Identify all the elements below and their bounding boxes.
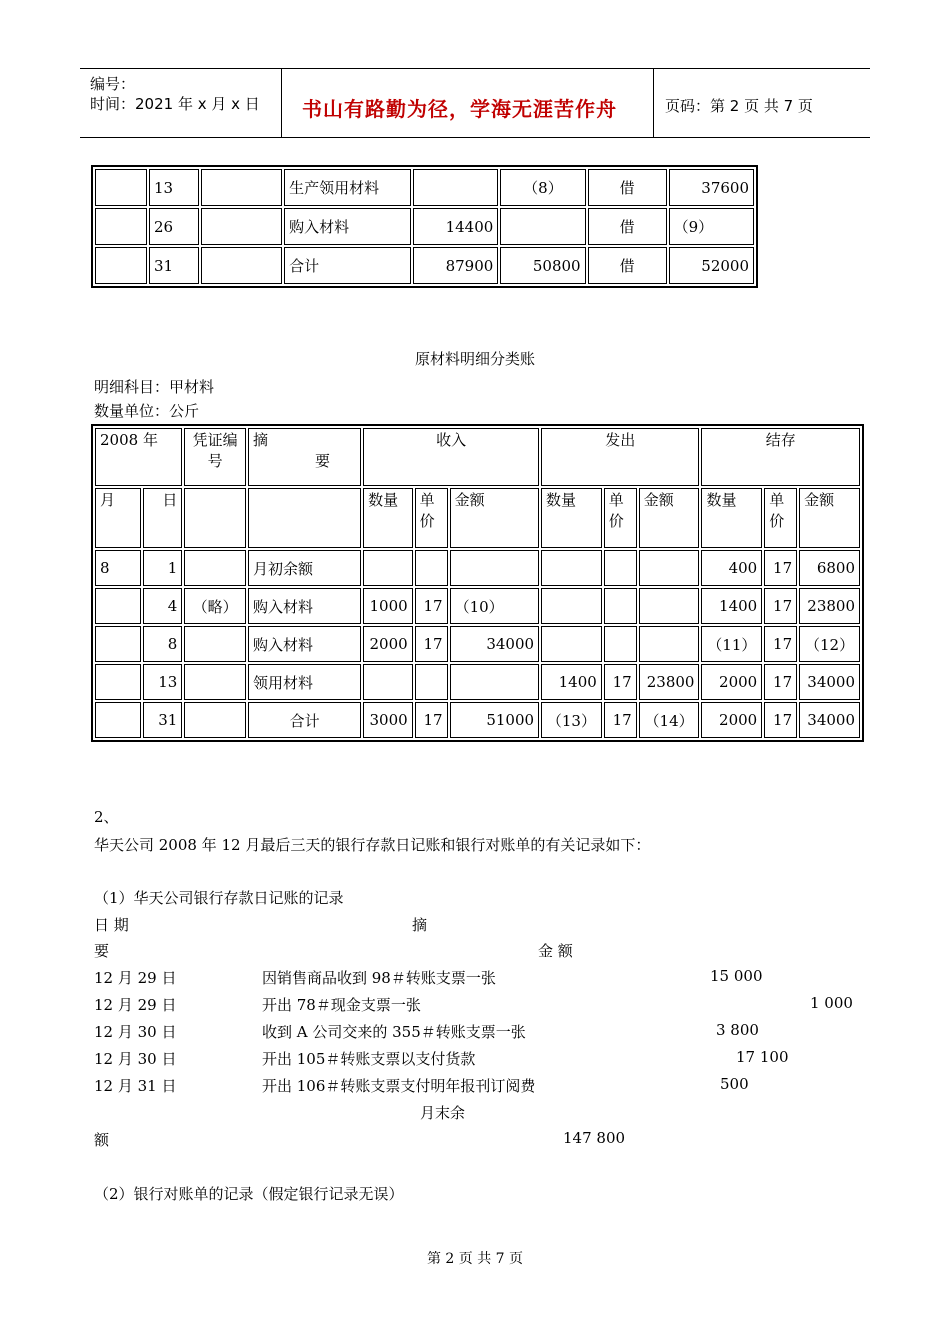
table-header-row [95,428,860,486]
ledger-unit: 数量单位：公斤 [94,402,200,420]
entry-description: 开出 78＃现金支票一张 [262,996,421,1014]
page-header [80,68,870,138]
year-header-text: 2008 年 [100,431,158,449]
table-row [95,208,754,245]
balance-qty-cell: （11） [701,626,762,662]
entry-amount: 3 800 [716,1021,759,1039]
column-summary-label: 摘 [412,916,428,934]
balance-qty-cell: 1400 [701,588,762,624]
year-header [95,428,182,486]
credit-cell: （8） [500,169,585,206]
summary-cell: 购入材料 [248,626,361,662]
day-cell: 13 [143,664,182,700]
issue-price-cell [604,550,637,586]
time-label: 时间：2021 年 x 月 x 日 [90,95,260,113]
material-ledger-table [91,424,864,742]
income-amount-cell: （10） [450,588,539,624]
table-cell [95,169,147,206]
issue-qty-cell: （13） [541,702,602,738]
debit-cell: 87900 [413,247,498,284]
entry-amount: 17 100 [736,1048,789,1066]
summary-header-a: 摘 [253,431,269,449]
motto: 书山有路勤为径，学海无涯苦作舟 [302,97,617,121]
table-row [95,169,754,206]
entry-date: 12 月 29 日 [94,969,177,987]
day-cell: 1 [143,550,182,586]
issue-qty-cell [541,588,602,624]
summary-cell: 月初余额 [248,550,361,586]
price-header: 单价 [604,488,637,548]
issue-price-cell: 17 [604,702,637,738]
balance-amount-cell: 34000 [799,702,860,738]
balance-price-cell: 17 [764,588,797,624]
question-number: 2、 [94,808,119,826]
income-price-cell: 17 [415,702,448,738]
entry-date: 12 月 30 日 [94,1050,177,1068]
month-end-label: 月末余 [420,1104,466,1122]
summary-cell: 购入材料 [284,208,411,245]
balance-amount-cell: 34000 [799,664,860,700]
income-price-cell: 17 [415,588,448,624]
table-row [95,664,860,700]
voucher-cell [201,247,282,284]
qty-header: 数量 [541,488,602,548]
income-qty-cell: 2000 [363,626,413,662]
summary-cell: 生产领用材料 [284,169,411,206]
table-row [95,588,860,624]
income-qty-cell: 1000 [363,588,413,624]
balance-price-cell: 17 [764,626,797,662]
voucher-header: 凭证编号 [184,428,246,486]
balance-price-cell: 17 [764,550,797,586]
issue-amount-cell: 23800 [639,664,700,700]
issue-amount-cell: （14） [639,702,700,738]
table-cell [184,488,246,548]
table-cell [95,247,147,284]
price-header: 单价 [415,488,448,548]
table-row [95,550,860,586]
balance-qty-cell: 400 [701,550,762,586]
credit-cell [500,208,585,245]
month-cell [95,588,141,624]
voucher-cell [201,169,282,206]
table-header-row [95,488,860,548]
summary-cell: 合计 [248,702,361,738]
issue-price-cell: 17 [604,664,637,700]
balance-qty-cell: 2000 [701,664,762,700]
balance-cell: （9） [669,208,754,245]
price-header: 单价 [764,488,797,548]
ledger-subject: 明细科目：甲材料 [94,378,215,396]
voucher-cell [184,664,246,700]
column-summary-label-wrap: 要 [94,942,110,960]
issue-qty-cell: 1400 [541,664,602,700]
issue-qty-cell [541,626,602,662]
ledger-title: 原材料明细分类账 [414,350,535,368]
issue-amount-cell [639,550,700,586]
day-cell: 8 [143,626,182,662]
day-cell: 31 [149,247,199,284]
header-divider [653,69,654,137]
balance-amount-cell: （12） [799,626,860,662]
income-price-cell [415,550,448,586]
month-cell [95,626,141,662]
month-end-amount: 147 800 [563,1129,626,1147]
month-end-label-wrap: 额 [94,1131,110,1149]
table-cell [95,208,147,245]
income-price-cell [415,664,448,700]
income-qty-cell: 3000 [363,702,413,738]
debit-cell [413,169,498,206]
voucher-cell: （略） [184,588,246,624]
balance-header: 结存 [701,428,860,486]
ledger-continuation-table [91,165,758,288]
month-cell: 8 [95,550,141,586]
balance-cell: 52000 [669,247,754,284]
table-row [95,247,754,284]
question-intro: 华天公司 2008 年 12 月最后三天的银行存款日记账和银行对账单的有关记录如下： [94,836,651,854]
amount-header: 金额 [450,488,539,548]
day-cell: 13 [149,169,199,206]
qty-header: 数量 [701,488,762,548]
summary-cell: 购入材料 [248,588,361,624]
issue-amount-cell [639,588,700,624]
balance-price-cell: 17 [764,702,797,738]
income-amount-cell: 34000 [450,626,539,662]
section-2-title: （2）银行对账单的记录（假定银行记录无误） [94,1185,404,1203]
month-cell [95,702,141,738]
number-label: 编号： [90,75,136,93]
entry-amount: 1 000 [810,994,853,1012]
debit-cell: 14400 [413,208,498,245]
voucher-cell [184,702,246,738]
table-row [95,702,860,738]
balance-amount-cell: 23800 [799,588,860,624]
month-cell [95,664,141,700]
summary-header-b: 要 [315,452,331,470]
balance-amount-cell: 6800 [799,550,860,586]
amount-header: 金额 [799,488,860,548]
day-header: 日 [143,488,182,548]
entry-description: 收到 A 公司交来的 355＃转账支票一张 [262,1023,526,1041]
entry-amount: 15 000 [710,967,763,985]
income-qty-cell [363,664,413,700]
summary-cell: 合计 [284,247,411,284]
amount-header: 金额 [639,488,700,548]
day-cell: 31 [143,702,182,738]
voucher-cell [201,208,282,245]
qty-header: 数量 [363,488,413,548]
month-header: 月 [95,488,141,548]
balance-price-cell: 17 [764,664,797,700]
income-amount-cell [450,664,539,700]
entry-date: 12 月 29 日 [94,996,177,1014]
direction-cell: 借 [588,169,667,206]
income-amount-cell [450,550,539,586]
entry-description: 因销售商品收到 98＃转账支票一张 [262,969,496,987]
entry-date: 12 月 31 日 [94,1077,177,1095]
credit-cell: 50800 [500,247,585,284]
direction-cell: 借 [588,247,667,284]
table-cell [248,488,361,548]
income-price-cell: 17 [415,626,448,662]
table-row [95,626,860,662]
income-amount-cell: 51000 [450,702,539,738]
entry-description: 开出 106＃转账支票支付明年报刊订阅费 [262,1077,536,1095]
summary-cell: 领用材料 [248,664,361,700]
voucher-cell [184,550,246,586]
day-cell: 4 [143,588,182,624]
direction-cell: 借 [588,208,667,245]
column-date-label: 日 期 [94,916,129,934]
section-1-title: （1）华天公司银行存款日记账的记录 [94,889,344,907]
page-label: 页码：第 2 页 共 7 页 [665,97,813,115]
day-cell: 26 [149,208,199,245]
issue-header: 发出 [541,428,699,486]
balance-qty-cell: 2000 [701,702,762,738]
balance-cell: 37600 [669,169,754,206]
column-amount-label: 金 额 [538,942,573,960]
entry-amount: 500 [720,1075,749,1093]
income-header: 收入 [363,428,539,486]
header-divider [281,69,282,137]
summary-header [248,428,361,486]
page-footer: 第 2 页 共 7 页 [426,1251,524,1267]
voucher-cell [184,626,246,662]
entry-description: 开出 105＃转账支票以支付货款 [262,1050,476,1068]
income-qty-cell [363,550,413,586]
issue-price-cell [604,626,637,662]
issue-qty-cell [541,550,602,586]
entry-date: 12 月 30 日 [94,1023,177,1041]
issue-price-cell [604,588,637,624]
issue-amount-cell [639,626,700,662]
